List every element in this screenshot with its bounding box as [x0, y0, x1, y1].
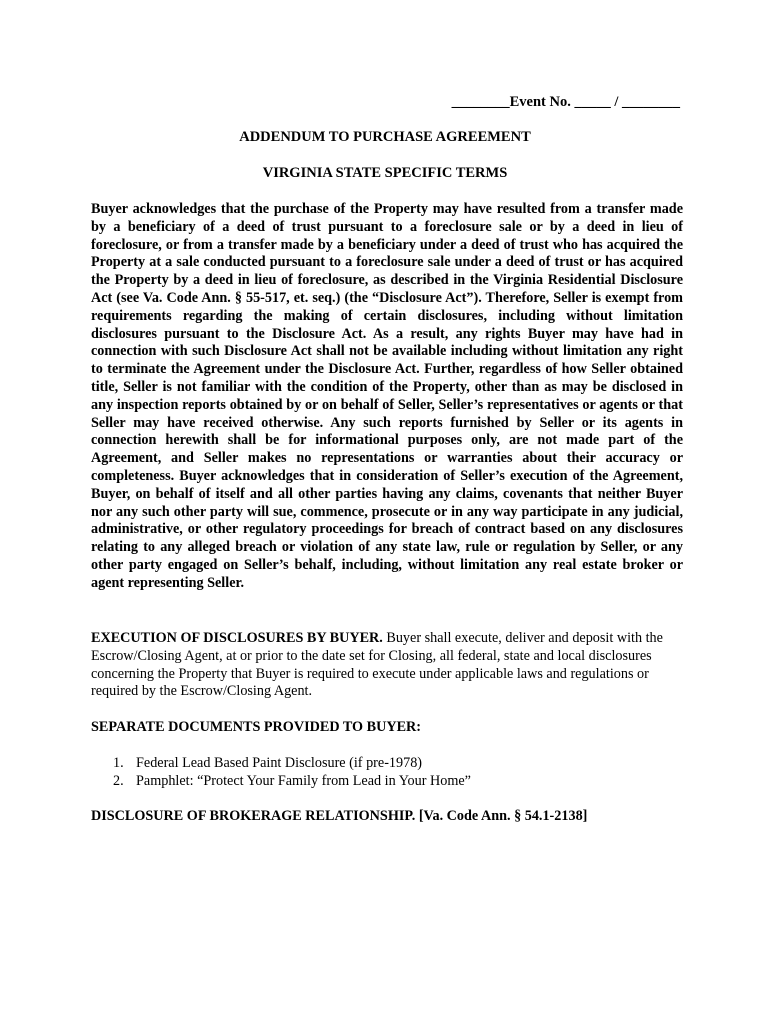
execution-of-disclosures-paragraph — [91, 630, 683, 701]
list-item — [113, 755, 471, 773]
list-item-text: Federal Lead Based Paint Disclosure (if pre-1978) — [136, 755, 423, 771]
document-subtitle: VIRGINIA STATE SPECIFIC TERMS — [262, 165, 508, 181]
separate-documents-heading: SEPARATE DOCUMENTS PROVIDED TO BUYER: — [91, 719, 422, 735]
foreclosure-disclosure-paragraph: Buyer acknowledges that the purchase of the Property may have resulted from a transfer made by a beneficiary of a deed of trust pursuant to a foreclosure sale or by a deed in lieu of foreclosure, or from a transfer made by a beneficiary under a deed of trust who has acquired the Property at a sale conducted pursuant to a foreclosure sale under a deed of trust or has acquired the Property by a deed in lieu of foreclosure, as described in the Virginia Residential Disclosure Act (see Va. Code Ann. § 55-517, et. seq.) (the “Disclosure Act”). Therefore, Seller is exempt from requirements regarding the making of certain disclosures, including without limitation disclosures pursuant to the Disclosure Act. As a result, any rights Buyer may have had in connection with such Disclosure Act shall not be available including without limitation any right to terminate the Agreement under the Disclosure Act. Further, regardless of how Seller obtained title, Seller is not familiar with the condition of the Property, other than as may be disclosed in any inspection reports obtained by or on behalf of Seller, Seller’s representatives or agents or that Seller may have received otherwise. Any such reports furnished by Seller or its agents in connection herewith shall be for informational purposes only, are not made part of the Agreement, and Seller makes no representations or warranties about their accuracy or completeness. Buyer acknowledges that in consideration of Seller’s execution of the Agreement, Buyer, on behalf of itself and all other parties having any claims, covenants that neither Buyer nor any such other party will sue, commence, prosecute or in any way participate in any judicial, administrative, or other regulatory proceedings for breach of contract based on any disclosures relating to any alleged breach or violation of any state law, rule or regulation by Seller, or any other party engaged on Seller’s behalf, including, without limitation any real estate broker or agent representing Seller. — [91, 201, 683, 591]
event-number-line: ________Event No. _____ / ________ — [451, 94, 680, 110]
list-item — [113, 773, 471, 791]
list-item-number: 2. — [113, 772, 124, 789]
brokerage-relationship-heading: DISCLOSURE OF BROKERAGE RELATIONSHIP. [Va. Code Ann. § 54.1-2138] — [91, 808, 588, 824]
separate-documents-list — [113, 755, 471, 791]
list-item-number: 1. — [113, 755, 124, 771]
document-title: ADDENDUM TO PURCHASE AGREEMENT — [239, 129, 531, 145]
execution-of-disclosures-heading: EXECUTION OF DISCLOSURES BY BUYER. — [91, 630, 383, 646]
execution-of-disclosures-text: Buyer shall execute, deliver and deposit with the Escrow/Closing Agent, at or prior to the date set for Closing, all federal, state and local disclosures concerning the Property that Buyer is required to execute under applicable laws and regulations or required by the Escrow/Closing Agent. — [91, 630, 663, 700]
list-item-text: Pamphlet: “Protect Your Family from Lead in Your Home” — [136, 772, 471, 789]
